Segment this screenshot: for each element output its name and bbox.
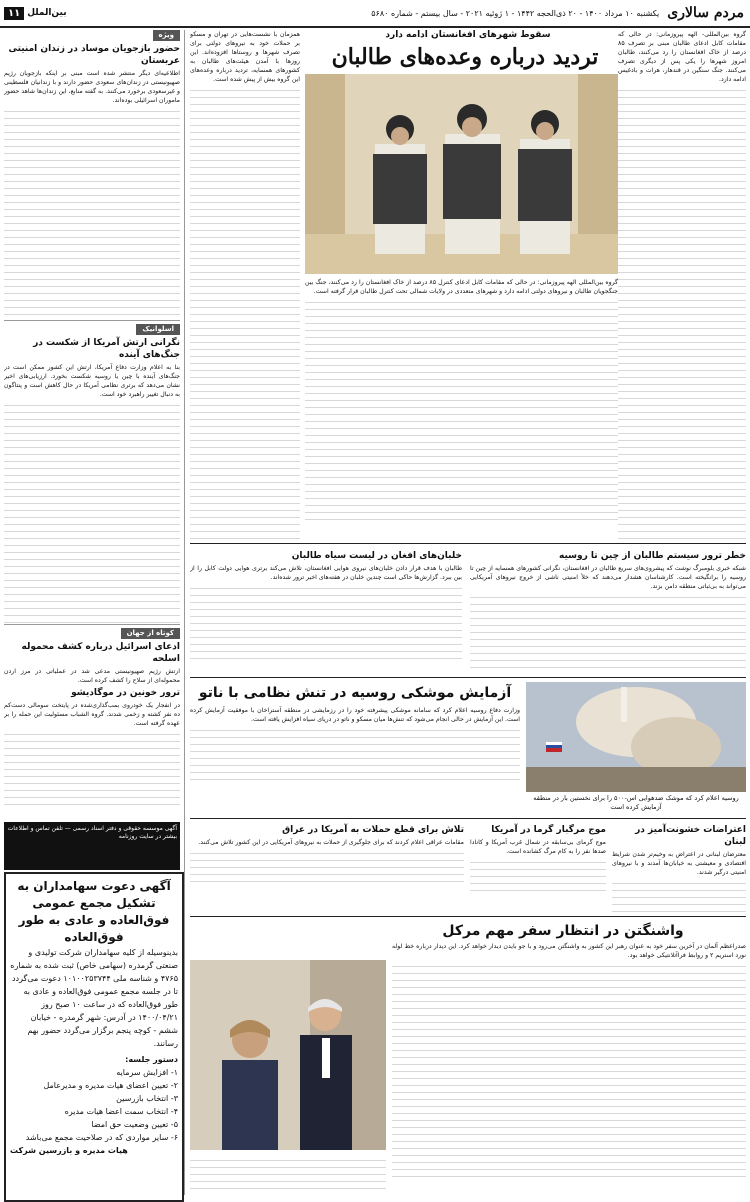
page-section — [0, 7, 67, 20]
agenda-item: ۶- سایر مواردی که در صلاحیت مجمع می‌باشد — [25, 1133, 178, 1142]
article-pilots — [190, 548, 462, 673]
headline-china-russia: خطر ترور سیستم طالبان از چین تا روسیه — [559, 551, 746, 561]
lead-right-column — [618, 30, 746, 540]
column-divider — [184, 30, 185, 1195]
article-israel-weapons: ارتش رژیم صهیونیستی مدعی شد در عملیاتی در مرز اردن محموله‌ای از سلاح را کشف کرده است. — [4, 668, 180, 684]
notice-box: آگهی موسسه حقوقی و دفتر اسناد رسمی — تلفن تماس و اطلاعات بیشتر در سایت روزنامه — [4, 822, 180, 870]
left-column-top — [4, 30, 180, 321]
headline-mogadishu: ترور خونین در موگادیشو — [71, 688, 180, 698]
headline-us-army: نگرانی ارتش آمریکا از شکست در جنگ‌های آینده — [33, 338, 180, 360]
missile-launch-photo — [526, 682, 746, 792]
text-block — [190, 84, 300, 540]
missile-article — [190, 706, 520, 806]
article-mogadishu: در انفجار یک خودروی بمب‌گذاری‌شده در پایتخت سومالی دست‌کم ده نفر کشته و زخمی شدند. گروه الشباب مسئولیت این حمله را بر عهده گرفته است. — [4, 702, 180, 727]
headline-mossad: حضور بازجویان موساد در زندان امنیتی عربستان — [8, 44, 180, 66]
missile-photo-caption: روسیه اعلام کرد که موشک ضدهوایی اس-۵۰۰ را برای نخستین بار در منطقه آزمایش کرده است — [533, 794, 739, 811]
text-block — [4, 105, 180, 315]
brand-label: ویژه — [153, 30, 180, 41]
article-us-army: بنا به اعلام وزارت دفاع آمریکا، ارتش این کشور ممکن است در جنگ‌های آینده با چین یا روسیه شکست بخورد. ارزیابی‌های اخیر نشان می‌دهد که برتری نظامی آمریکا در حال کاهش است و پنتاگون به دنبال تغییر راهبرد خود است. — [4, 364, 180, 398]
agenda-item: ۴- انتخاب سمت اعضا هیات مدیره — [64, 1107, 178, 1116]
shareholder-ad — [4, 872, 184, 1202]
ad-agenda-title: دستور جلسه: — [125, 1055, 178, 1064]
ad-body: بدینوسیله از کلیه سهامداران شرکت تولیدی و صنعتی گرمدره (سهامی خاص) ثبت شده به شماره ۴۷۶۵ و شناسه ملی ۱۰۱۰۰۲۵۳۷۴۴ دعوت می‌گردد تا در جلسه مجمع عمومی فوق‌العاده و عادی به طور فوق‌العاده که در ساعت ۱۰ صبح روز ۱۴۰۰/۰۴/۲۱ در آدرس: شهر گرمدره - خیابان ششم - کوچه پنجم برگزار می‌گردد حضور بهم رسانند. — [10, 948, 178, 1048]
masthead-bar — [0, 0, 750, 28]
missile-headline: آزمایش موشکی روسیه در تنش نظامی با ناتو — [198, 685, 512, 701]
body-iraq: مقامات عراقی اعلام کردند که برای جلوگیری از حملات به نیروهای آمریکایی در این کشور تلاش می‌کنند. — [198, 839, 464, 846]
merkel-illustration — [190, 960, 386, 1150]
merkel-biden-photo — [190, 960, 386, 1150]
headline-iraq: تلاش برای قطع حملات به آمریکا در عراق — [282, 825, 464, 835]
missile-body: وزارت دفاع روسیه اعلام کرد که سامانه موشکی پیشرفته خود را در رزمایشی در منطقه آستراخان با موفقیت آزمایش کرده است. این آزمایش در حالی انجام می‌شود که تنش‌ها میان مسکو و ناتو در دریای سیاه افزایش یافته است. — [190, 707, 520, 723]
section-label: اسلوانیک — [136, 324, 180, 335]
merkel-article — [392, 942, 746, 1192]
section-rule — [190, 916, 746, 917]
merkel-body: صدراعظم آلمان در آخرین سفر خود به عنوان رهبر این کشور به واشنگتن می‌رود و با جو بایدن دیدار خواهد کرد. این دیدار درباره خط لوله نورد استریم ۲ و روابط فرا‌آتلانتیکی خواهد بود. — [392, 943, 746, 959]
text-block — [190, 582, 462, 662]
left-column-briefs — [4, 628, 180, 818]
page-number: ۱۱ — [4, 7, 24, 20]
article-china-russia — [470, 548, 746, 673]
lead-kicker: سقوط شهرهای افغانستان ادامه دارد — [385, 30, 551, 40]
section-title: بین‌الملل — [27, 8, 67, 18]
lead-left-column — [190, 30, 300, 540]
text-block — [612, 877, 746, 912]
date-line: یکشنبه ۱۰ مرداد ۱۴۰۰ - ۲۰ ذی‌الحجه ۱۴۴۲ - ۱ ژوئیه ۲۰۲۱ - سال بیستم - شماره ۵۶۸۰ — [371, 8, 660, 18]
text-block — [190, 847, 464, 887]
body-lebanon: معترضان لبنانی در اعتراض به وخیم‌تر شدن شرایط اقتصادی و معیشتی به خیابان‌ها آمدند و با نیروهای امنیتی درگیر شدند. — [612, 851, 746, 876]
paper-logo: مردم سالاری — [667, 5, 744, 21]
section-rule — [190, 818, 746, 819]
headline-pilots: خلبان‌های افغان در لیست سیاه طالبان — [291, 551, 462, 561]
lead-body-mid: گروه بین‌المللی الهه پیروزمانی: در حالی که مقامات کابل ادعای کنترل ۸۵ درصد از خاک افغانستان را رد می‌کنند، جنگ بین جنگجویان طالبان و نیروهای دولتی ادامه دارد و شهرهای متعددی در ولایات شمالی تحت کنترل طالبان قرار گرفته است. — [305, 279, 618, 295]
taliban-delegation-photo — [305, 74, 618, 274]
text-block — [4, 728, 180, 808]
merkel-headline: واشنگتن در انتظار سفر مهم مرکل — [442, 923, 684, 939]
text-block — [470, 856, 606, 896]
body-china-russia: شبکه خبری بلومبرگ نوشت که پیشروی‌های سریع طالبان در افغانستان، نگرانی کشورهای همسایه از چین تا روسیه را برانگیخته است. کارشناسان هشدار می‌دهند که خلأ امنیتی ناشی از خروج نیروهای آمریکایی می‌تواند به بی‌ثباتی منطقه دامن بزند. — [470, 565, 746, 590]
text-block — [305, 296, 618, 526]
missile-headline-wrap — [190, 682, 520, 705]
agenda-item: ۲- تعیین اعضای هیات مدیره و مدیرعامل — [43, 1081, 178, 1090]
section-rule — [190, 543, 746, 544]
text-block — [4, 399, 180, 625]
lead-headline-wrap — [300, 44, 630, 70]
text-block — [190, 724, 520, 784]
article-mossad: اطلاعیه‌ای دیگر منتشر شده است مبنی بر اینکه بازجویان رژیم صهیونیستی در زندان‌های سعودی حضور دارند و با زندانیان فلسطینی و غیرسعودی برخورد می‌کنند. به گفته منابع، این زندان‌ها شاهد حضور ماموران اسرائیلی بوده‌اند. — [4, 70, 180, 104]
lead-middle-text — [305, 278, 618, 540]
photo-illustration — [305, 74, 618, 274]
lead-headline: تردید درباره وعده‌های طالبان — [331, 44, 599, 70]
headline-heatwave: موج مرگبار گرما در آمریکا — [491, 825, 606, 835]
agenda-item: ۵- تعیین وضعیت حق امضا — [91, 1120, 178, 1129]
article-iraq — [190, 822, 464, 912]
left-column-mid — [4, 324, 180, 625]
text-block — [470, 591, 746, 671]
ad-signature: هیات مدیره و بازرسین شرکت — [10, 1146, 128, 1155]
lead-body-left: همزمان با نشست‌هایی در تهران و مسکو بر حملات خود به نیروهای دولتی برای تصرف شهرها و روستاها افزوده‌اند. این روزها با آمدن هیئت‌های طالبان به کشورهای همسایه، تردید درباره وعده‌های این گروه بیش از پیش شده است. — [190, 31, 300, 83]
agenda-item: ۳- انتخاب بازرسین — [116, 1094, 178, 1103]
briefs-label: کوتاه از جهان — [121, 628, 180, 639]
text-block — [190, 1154, 386, 1194]
text-block — [618, 84, 746, 540]
body-heatwave: موج گرمای بی‌سابقه در شمال غرب آمریکا و کانادا صدها نفر را به کام مرگ کشانده است. — [470, 839, 606, 855]
agenda-item: ۱- افزایش سرمایه — [116, 1068, 178, 1077]
article-heatwave — [470, 822, 606, 912]
merkel-left-text — [190, 1154, 386, 1194]
missile-illustration — [526, 682, 746, 792]
text-block — [392, 960, 746, 1180]
ad-title: آگهی دعوت سهامداران به تشکیل مجمع عمومی فوق‌العاده و عادی به طور فوق‌العاده — [17, 879, 171, 944]
headline-lebanon: اعتراضات خشونت‌آمیز در لبنان — [635, 825, 746, 847]
lead-body-right: گروه بین‌المللی- الهه پیروزمانی: در حالی که مقامات کابل ادعای طالبان مبنی بر تصرف ۸۵ درصد از خاک افغانستان را رد می‌کنند، طالبان امروز شهرها را یکی پس از دیگری تصرف می‌کنند. جنگ سنگین در قندهار، هرات و بادغیس ادامه دارد. — [618, 31, 746, 83]
headline-israel-weapons: ادعای اسرائیل درباره کشف محموله اسلحه — [21, 642, 180, 664]
body-pilots: طالبان با هدف قرار دادن خلبان‌های نیروی هوایی افغانستان، تلاش می‌کند برتری هوایی دولت کابل را از بین ببرد. گزارش‌ها حاکی است چندین خلبان در هفته‌های اخیر ترور شده‌اند. — [190, 565, 462, 581]
article-lebanon — [612, 822, 746, 912]
section-rule — [190, 677, 746, 678]
merkel-headline-wrap — [380, 920, 746, 943]
